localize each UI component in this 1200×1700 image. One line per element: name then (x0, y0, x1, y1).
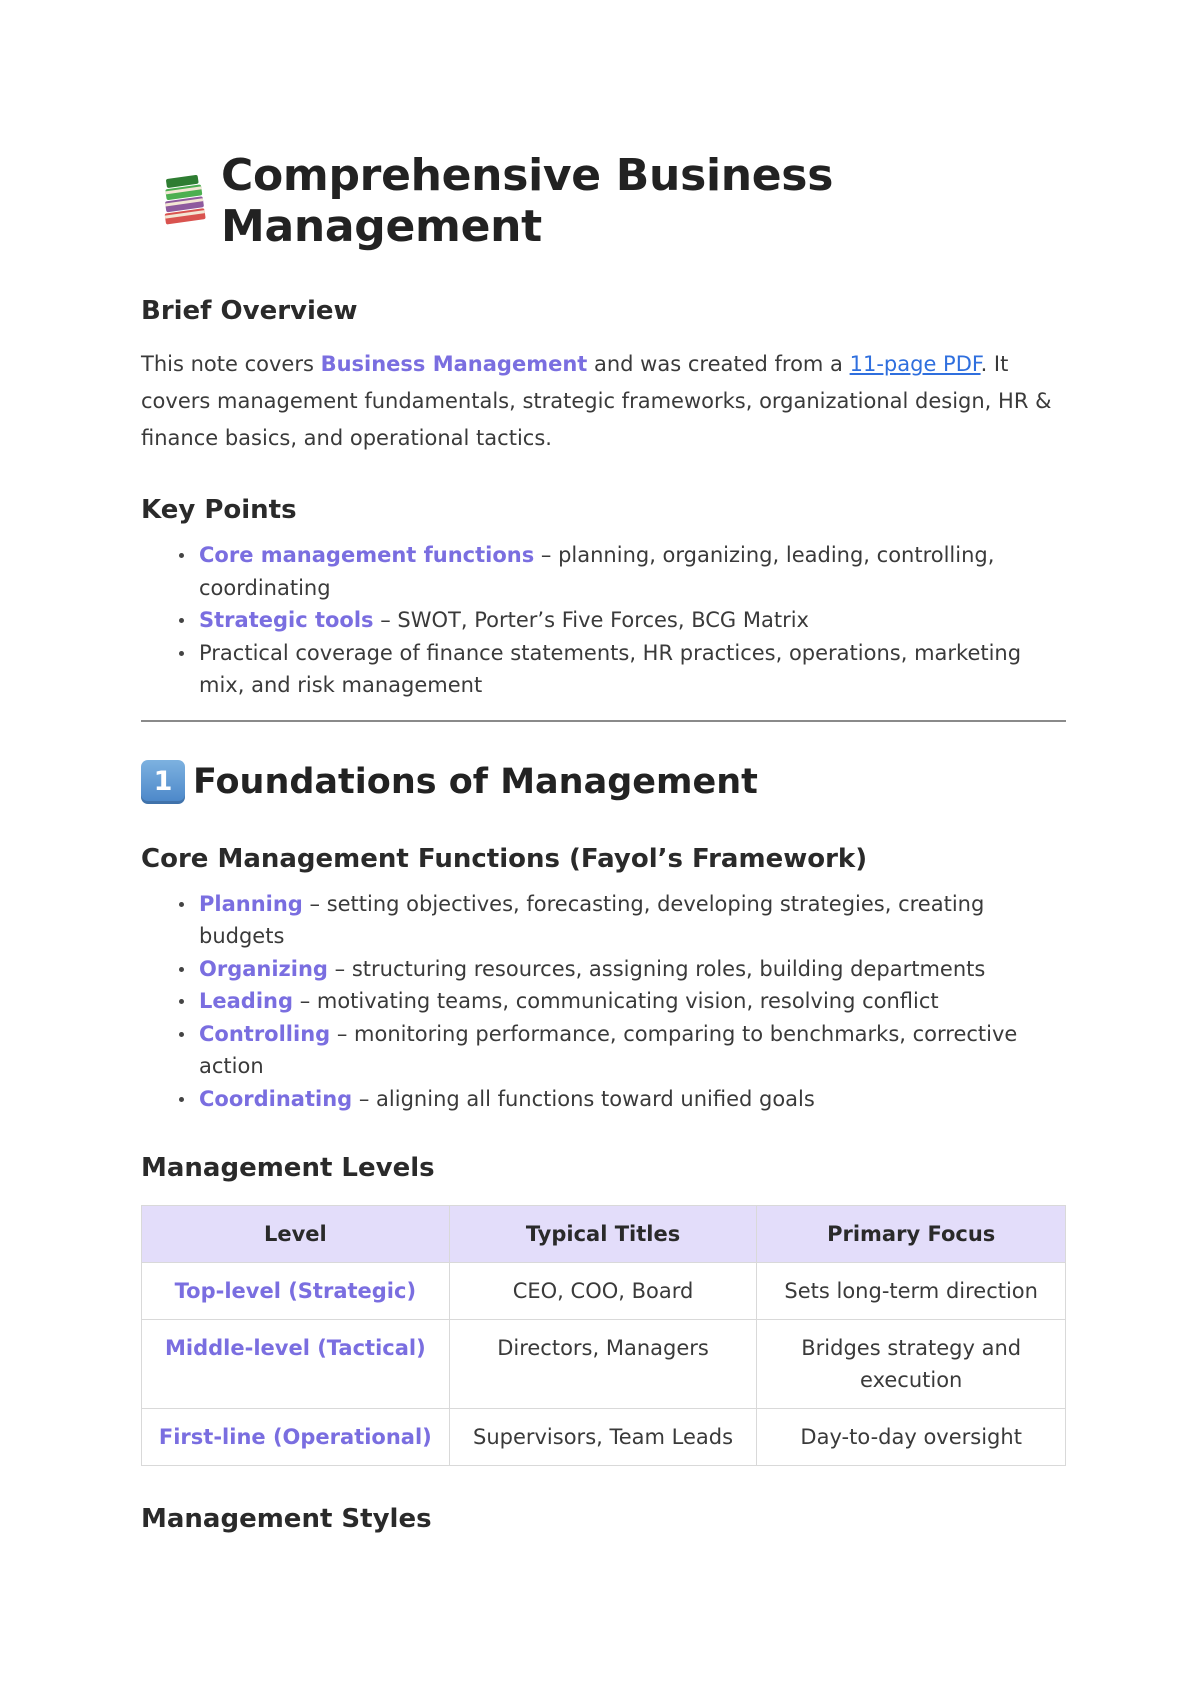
list-item (199, 888, 1066, 953)
list-item (199, 637, 1066, 702)
overview-text-1: This note covers (141, 352, 321, 376)
focus-cell: Sets long-term direction (757, 1263, 1066, 1320)
overview-text-3: . It covers management fundamentals, strategic frameworks, organizational design, HR & finance basics, and operational tactics. (141, 352, 1052, 450)
note-page (141, 150, 1066, 1534)
column-header-level: Level (142, 1206, 450, 1263)
column-header-focus: Primary Focus (757, 1206, 1066, 1263)
section-divider (141, 720, 1066, 722)
function-text: – motivating teams, communicating vision, resolving conflict (293, 989, 939, 1013)
titles-cell: CEO, COO, Board (449, 1263, 757, 1320)
titles-cell: Directors, Managers (449, 1320, 757, 1409)
functions-heading: Core Management Functions (Fayol’s Framework) (141, 843, 868, 874)
function-text: – setting objectives, forecasting, developing strategies, creating budgets (199, 891, 985, 948)
level-cell: First-line (Operational) (142, 1409, 450, 1466)
overview-subject: Business Management (320, 352, 588, 376)
level-cell: Middle-level (Tactical) (142, 1320, 450, 1409)
function-text: – structuring resources, assigning roles, building departments (327, 956, 986, 981)
column-header-titles: Typical Titles (449, 1206, 757, 1263)
function-text: – aligning all functions toward unified goals (352, 1086, 815, 1111)
list-item (199, 985, 1066, 1018)
key-points-list (141, 539, 1066, 702)
focus-cell: Day-to-day oversight (757, 1409, 1066, 1466)
titles-cell: Supervisors, Team Leads (449, 1409, 757, 1466)
list-item (199, 953, 1066, 986)
table-row (142, 1409, 1066, 1466)
list-item (199, 1083, 1066, 1116)
functions-list (141, 888, 1066, 1116)
levels-heading: Management Levels (141, 1153, 435, 1183)
keycap-one-icon: 1 (141, 760, 185, 804)
level-cell: Top-level (Strategic) (142, 1263, 450, 1320)
key-points-heading: Key Points (141, 495, 297, 525)
document-title (157, 150, 1066, 252)
list-item (199, 539, 1066, 604)
function-label: Controlling (199, 1021, 331, 1046)
function-label: Leading (199, 989, 294, 1013)
key-point-label: Strategic tools (199, 608, 374, 632)
section-title-text: Foundations of Management (193, 761, 758, 802)
key-point-text: – SWOT, Porter’s Five Forces, BCG Matrix (373, 608, 809, 632)
management-levels-table (141, 1205, 1066, 1466)
document-title-text: Comprehensive Business Management (221, 150, 834, 252)
list-item (199, 604, 1066, 637)
function-label: Organizing (199, 956, 328, 981)
overview-paragraph (141, 346, 1066, 457)
function-text: – monitoring performance, comparing to benchmarks, corrective action (199, 1021, 1018, 1078)
overview-heading: Brief Overview (141, 296, 358, 326)
styles-heading: Management Styles (141, 1504, 432, 1534)
function-label: Coordinating (199, 1086, 353, 1111)
key-point-text: Practical coverage of finance statements, HR practices, operations, marketing mix, and risk management (199, 640, 1022, 697)
source-pdf-link[interactable]: 11-page PDF (849, 352, 981, 376)
key-point-text: – planning, organizing, leading, controlling, coordinating (199, 543, 995, 600)
focus-cell: Bridges strategy and execution (757, 1320, 1066, 1409)
table-row (142, 1263, 1066, 1320)
key-point-label: Core management functions (199, 543, 535, 567)
overview-text-2: and was created from a (587, 352, 850, 376)
section-title (141, 760, 1066, 804)
table-header-row (142, 1206, 1066, 1263)
list-item (199, 1018, 1066, 1083)
table-row (142, 1320, 1066, 1409)
books-icon (157, 173, 209, 229)
function-label: Planning (199, 891, 303, 916)
